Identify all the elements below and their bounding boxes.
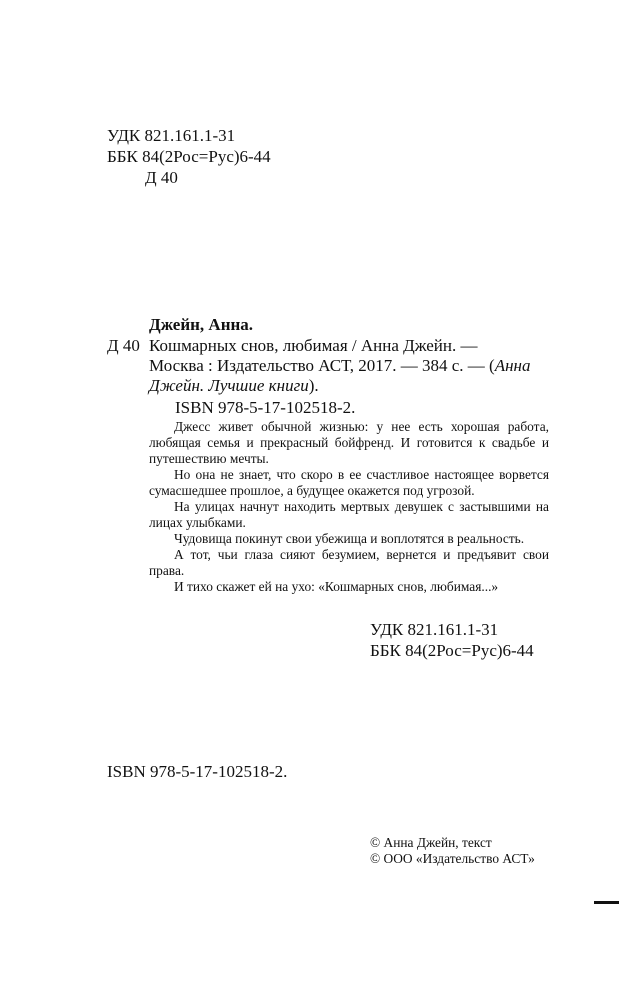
annotation-paragraph: Но она не знает, что скоро в ее счастливое настоящее ворвется сумасшедшее прошлое, а будущее окажется под угрозой. [149, 467, 549, 498]
bbk-code: ББК 84(2Рос=Рус)6-44 [107, 147, 271, 166]
catalog-series-close: ). [308, 376, 319, 395]
catalog-series-start: Анна [494, 356, 531, 375]
annotation-paragraph: А тот, чьи глаза сияют безумием, вернется и предъявит свои права. [149, 547, 549, 578]
catalog-imprint: Москва : Издательство АСТ, 2017. — 384 с. — ( [149, 356, 495, 375]
catalog-imprint-line [149, 356, 530, 376]
catalog-author-mark: Д 40 [107, 336, 140, 355]
annotation-paragraph: На улицах начнут находить мертвых девушек с застывшими на лицах улыбками. [149, 499, 549, 530]
catalog-series-line [149, 376, 319, 396]
copyright-text: © Анна Джейн, текст [370, 835, 492, 850]
author-mark: Д 40 [145, 168, 178, 187]
annotation [149, 419, 549, 595]
isbn-bottom: ISBN 978-5-17-102518-2. [107, 762, 288, 781]
footer-udk-code: УДК 821.161.1-31 [370, 620, 499, 639]
catalog-series-end: Джейн. Лучшие книги [149, 376, 309, 395]
footer-bbk-code: ББК 84(2Рос=Рус)6-44 [370, 641, 534, 660]
catalog-isbn: ISBN 978-5-17-102518-2. [175, 398, 356, 417]
catalog-title-line: Кошмарных снов, любимая / Анна Джейн. — [149, 336, 478, 355]
copyright-publisher: © ООО «Издательство АСТ» [370, 851, 535, 866]
catalog-author: Джейн, Анна. [149, 315, 254, 334]
annotation-paragraph: Джесс живет обычной жизнью: у нее есть хорошая работа, любящая семья и прекрасный бойфренд. И готовится к свадьбе и путешествию мечты. [149, 419, 549, 466]
annotation-paragraph: И тихо скажет ей на ухо: «Кошмарных снов, любимая...» [174, 579, 499, 594]
page-edge-mark [594, 901, 619, 904]
annotation-paragraph: Чудовища покинут свои убежища и воплотятся в реальность. [174, 531, 525, 546]
udk-code: УДК 821.161.1-31 [107, 126, 236, 145]
